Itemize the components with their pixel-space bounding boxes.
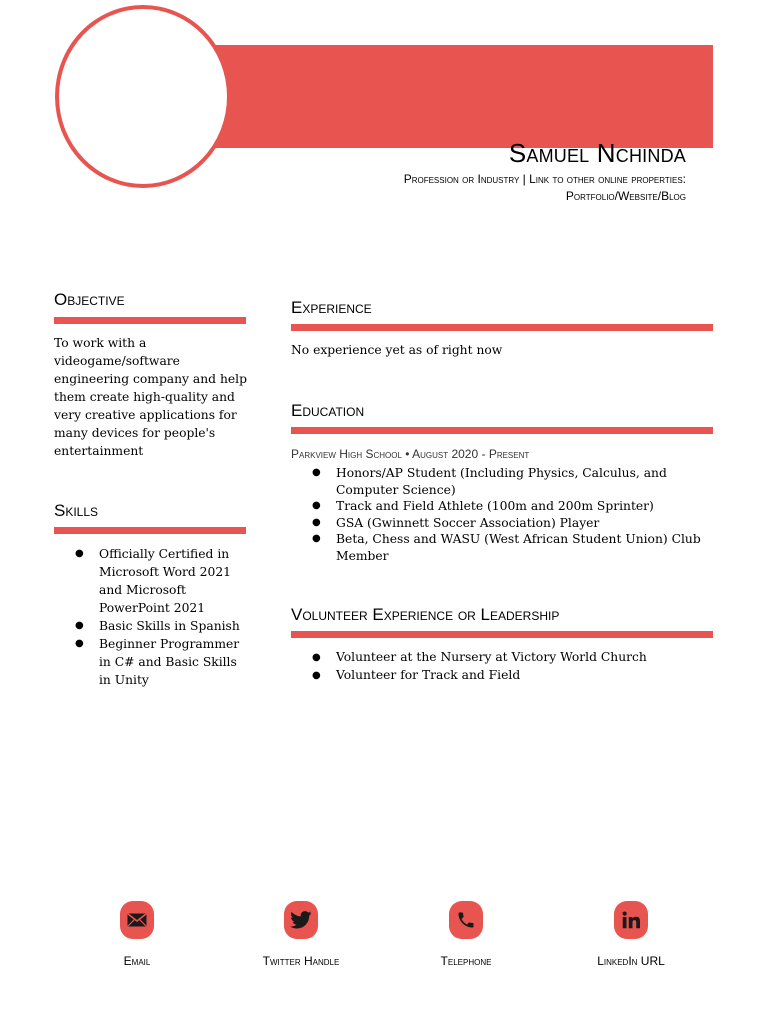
- contact-email[interactable]: [57, 901, 217, 969]
- experience-heading: Experience: [291, 298, 372, 317]
- volunteer-heading: Volunteer Experience or Leadership: [291, 605, 560, 624]
- contact-email-label: Email: [123, 954, 151, 968]
- objective-heading: Objective: [54, 290, 125, 309]
- education-item: ● Honors/AP Student (Including Physics, Calculus, and Computer Science): [291, 465, 711, 498]
- skills-list: [54, 545, 250, 689]
- header-banner: [215, 45, 713, 148]
- education-list: [291, 465, 711, 564]
- tagline-line-1: Profession or Industry | Link to other online properties:: [403, 172, 686, 186]
- contact-telephone[interactable]: [386, 901, 546, 969]
- twitter-icon[interactable]: [284, 901, 318, 939]
- objective-rule: [54, 317, 246, 324]
- skills-item: ● Officially Certified in Microsoft Word 2021 and Microsoft PowerPoint 2021: [54, 545, 250, 617]
- volunteer-rule: [291, 631, 713, 638]
- skills-item: ● Basic Skills in Spanish: [54, 617, 250, 635]
- skills-rule: [54, 527, 246, 534]
- education-item: ● Track and Field Athlete (100m and 200m Sprinter): [291, 498, 711, 515]
- experience-rule: [291, 324, 713, 331]
- education-item: ● GSA (Gwinnett Soccer Association) Player: [291, 515, 711, 532]
- linkedin-icon[interactable]: [614, 901, 648, 939]
- education-heading: Education: [291, 401, 365, 420]
- contact-linkedin[interactable]: [551, 901, 711, 969]
- contact-linkedin-label: LinkedIn URL: [597, 954, 665, 968]
- skills-item: ● Beginner Programmer in C# and Basic Skills in Unity: [54, 635, 250, 689]
- education-school-line: Parkview High School • August 2020 - Present: [291, 447, 530, 461]
- education-rule: [291, 427, 713, 434]
- telephone-icon[interactable]: [449, 901, 483, 939]
- skills-heading: Skills: [54, 501, 99, 520]
- contact-telephone-label: Telephone: [440, 954, 492, 968]
- volunteer-item: ● Volunteer at the Nursery at Victory World Church: [291, 649, 711, 667]
- profile-photo-placeholder[interactable]: [55, 5, 231, 188]
- contact-twitter[interactable]: [221, 901, 381, 969]
- volunteer-item: ● Volunteer for Track and Field: [291, 667, 711, 685]
- volunteer-list: [291, 649, 711, 684]
- email-icon[interactable]: [120, 901, 154, 939]
- tagline: [404, 171, 686, 205]
- contact-twitter-label: Twitter Handle: [262, 954, 340, 968]
- experience-text: No experience yet as of right now: [291, 343, 503, 357]
- objective-text: To work with a videogame/software engineering company and help them create high-quality and very creative applications for many devices for people's entertainment: [54, 336, 247, 458]
- tagline-line-2: Portfolio/Website/Blog: [565, 189, 686, 203]
- candidate-name: Samuel Nchinda: [508, 138, 686, 168]
- education-item: ● Beta, Chess and WASU (West African Student Union) Club Member: [291, 531, 711, 564]
